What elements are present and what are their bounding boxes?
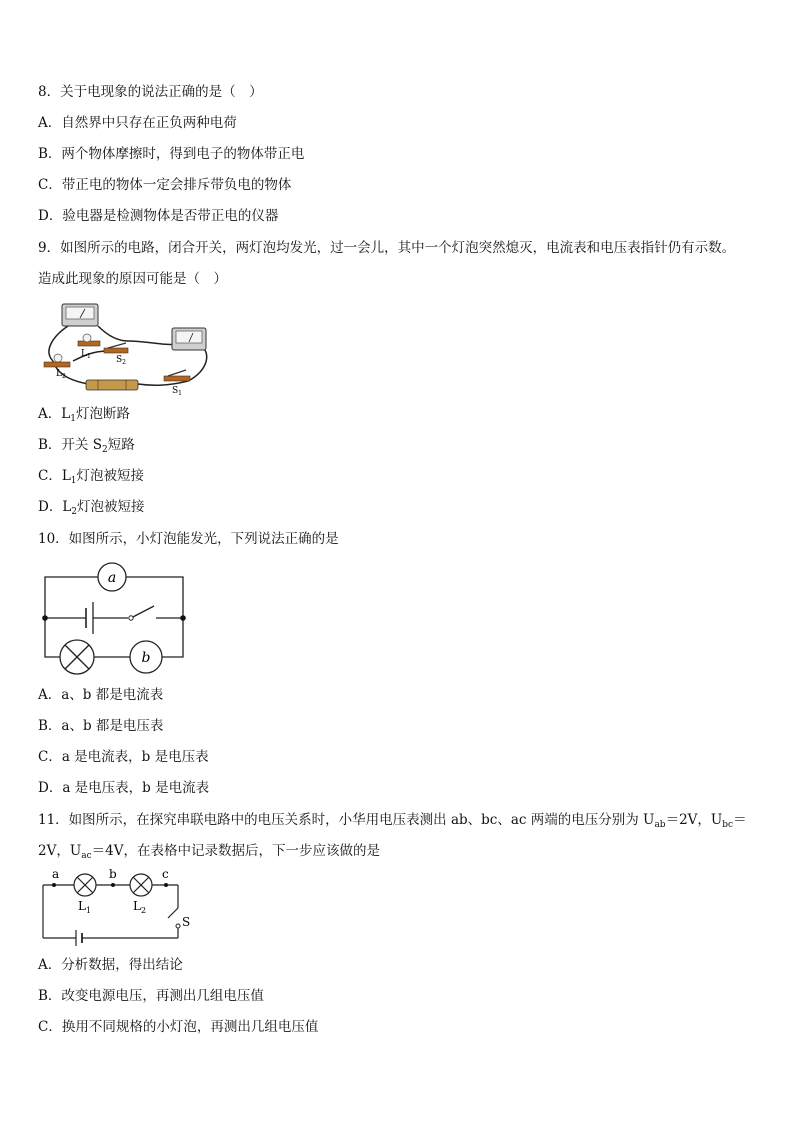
q9-option-b: [38, 436, 135, 454]
q10-option-b: B．a、b 都是电压表: [38, 718, 164, 734]
q9-option-c-suffix: 灯泡被短接: [76, 468, 145, 484]
q11-option-a: A．分析数据，得出结论: [38, 957, 183, 973]
q8-option-b: B．两个物体摩擦时，得到电子的物体带正电: [38, 146, 305, 162]
q11-ubc-val: ＝: [733, 812, 747, 828]
q10-option-a: A．a、b 都是电流表: [38, 687, 164, 703]
svg-text:S2: [116, 355, 126, 366]
q9-fig-l2: L: [56, 369, 62, 379]
q11-uac-sub: ac: [81, 851, 92, 861]
q11-fig-b: b: [109, 868, 117, 881]
q9-fig-s2: S: [116, 355, 123, 365]
q11-circuit-figure: [38, 868, 194, 948]
q10-circuit-figure: [38, 562, 188, 680]
q11-stem-line1-prefix: 11．如图所示，在探究串联电路中的电压关系时，小华用电压表测出 ab、bc、ac 两端的电压分别为 U: [38, 812, 655, 828]
q9-fig-s1: S: [172, 386, 179, 396]
q9-fig-l2-sub: 2: [61, 373, 66, 380]
q9-option-c: [38, 467, 144, 485]
q11-fig-s: S: [182, 915, 191, 929]
svg-text:L1: [81, 349, 91, 360]
q9-option-d-suffix: 灯泡被短接: [77, 499, 145, 515]
q9-option-b-prefix: B．开关 S: [38, 437, 102, 453]
q11-fig-l2-sub: 2: [140, 906, 147, 915]
svg-text:S1: [172, 386, 182, 397]
q9-option-b-sub: 2: [101, 445, 108, 455]
q9-stem-line1: 9．如图所示的电路，闭合开关，两灯泡均发光，过一会儿，其中一个灯泡突然熄灭，电流表和电压表指针仍有示数。: [38, 240, 736, 256]
svg-text:L1: [78, 899, 91, 915]
q11-ubc-sub: bc: [722, 820, 734, 830]
q9-stem-line2: 造成此现象的原因可能是（ ）: [38, 271, 227, 287]
q9-option-d-prefix: D．L: [38, 499, 72, 515]
q8-option-a: A．自然界中只存在正负两种电荷: [38, 115, 237, 131]
q8-option-c: C．带正电的物体一定会排斥带负电的物体: [38, 177, 292, 193]
q9-option-a-suffix: 灯泡断路: [75, 406, 130, 422]
q9-option-d-sub: 2: [71, 507, 78, 517]
q8-stem: 8．关于电现象的说法正确的是（ ）: [38, 84, 263, 100]
q9-option-c-prefix: C．L: [38, 468, 71, 484]
q11-fig-l2: L: [133, 899, 141, 913]
q11-stem-line2-suffix: ＝4V，在表格中记录数据后，下一步应该做的是: [91, 843, 380, 859]
q9-option-a-sub: 1: [70, 414, 76, 424]
q11-option-c: C．换用不同规格的小灯泡，再测出几组电压值: [38, 1019, 319, 1035]
q11-option-b: B．改变电源电压，再测出几组电压值: [38, 988, 264, 1004]
q11-fig-c: c: [162, 868, 169, 881]
q11-fig-a: a: [52, 868, 60, 881]
q9-fig-s1-sub: 1: [178, 390, 182, 397]
q9-option-d: [38, 498, 145, 516]
svg-text:L2: [133, 899, 146, 915]
q9-option-b-suffix: 短路: [107, 437, 135, 453]
q9-fig-l1-sub: 1: [86, 353, 91, 360]
q11-stem-line2: [38, 842, 380, 860]
svg-text:L2: [56, 369, 66, 380]
q10-option-c: C．a 是电流表，b 是电压表: [38, 749, 209, 765]
q11-stem-line1: [38, 811, 747, 829]
q9-option-c-sub: 1: [70, 476, 77, 486]
q9-fig-s2-sub: 2: [122, 359, 126, 366]
q11-stem-line2-prefix: 2V，U: [38, 843, 82, 859]
q11-uab-sub: ab: [654, 820, 666, 830]
q11-fig-l1: L: [78, 899, 86, 913]
q10-stem: 10．如图所示，小灯泡能发光，下列说法正确的是: [38, 531, 339, 547]
q10-option-d: D．a 是电压表，b 是电流表: [38, 780, 210, 796]
q9-option-a-prefix: A．L: [38, 406, 71, 422]
q10-meter-a-label: a: [107, 570, 117, 586]
q11-fig-l1-sub: 1: [85, 906, 92, 915]
q9-fig-l1: L: [81, 349, 87, 359]
q8-option-d: D．验电器是检测物体是否带正电的仪器: [38, 208, 279, 224]
q9-circuit-figure: [38, 296, 218, 398]
q9-option-a: [38, 405, 130, 423]
q10-meter-b-label: b: [141, 650, 151, 666]
q11-uab-val: ＝2V，U: [665, 812, 723, 828]
